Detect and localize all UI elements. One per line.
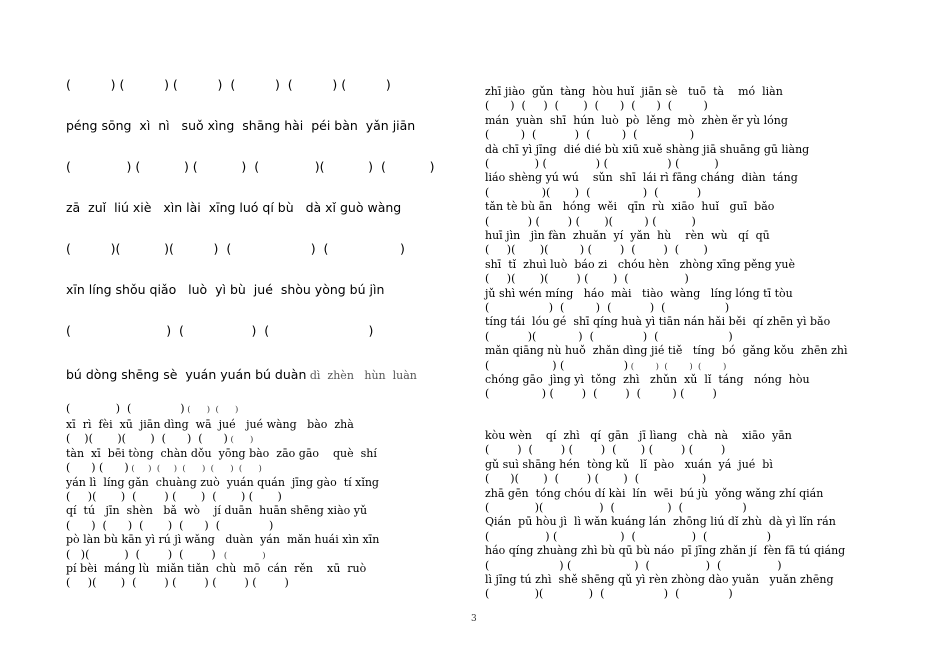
answer-blank-row (66, 519, 273, 533)
answer-blank-row (66, 576, 289, 590)
answer-blank-row (66, 490, 282, 504)
pinyin-text: dà chī yì jīng dié dié bù xiū xuě shàng jiā shuāng gū liàng (485, 142, 810, 156)
pinyin-row (485, 258, 795, 272)
answer-blank-row (66, 324, 373, 338)
blank-brackets-small: ( ) (215, 550, 266, 561)
answer-blank-row (66, 78, 391, 92)
pinyin-text: Qián pū hòu jì lì wǎn kuáng lán zhōng liú dǐ zhù dà yì lǐn rán (485, 515, 836, 529)
pinyin-text: háo qíng zhuàng zhì bù qū bù náo pī jīng zhǎn jí fèn fā tú qiáng (485, 544, 846, 558)
answer-blank-row (485, 530, 771, 544)
pinyin-row (485, 85, 783, 99)
pinyin-row (485, 143, 809, 157)
pinyin-row (66, 201, 401, 215)
answer-blank-row (485, 330, 733, 344)
blank-brackets: ( ) ( ) ( ) ( ) ( ) ( ) (485, 99, 708, 113)
pinyin-text: mǎn qiāng nù huǒ zhǎn dìng jié tiě tíng bó gǎng kǒu zhēn zhì (485, 344, 848, 358)
answer-blank-row (485, 215, 696, 229)
pinyin-text: pò làn bù kān yì rú jì wǎng duàn yán mǎn huái xìn xīn (66, 533, 380, 547)
blank-brackets: ( )( ) ( ) ( ) ( ) ( ) (66, 576, 289, 590)
pinyin-text: xīn líng shǒu qiǎo luò yì bù jué shòu yòng bú jìn (66, 282, 385, 297)
answer-blank-row (485, 443, 725, 457)
blank-brackets: ( )( )( ) ( ) ( ) (66, 432, 228, 446)
answer-blank-row (485, 301, 729, 315)
pinyin-text: jǔ shì wén míng háo mài tiào wàng líng lóng tī tòu (485, 286, 793, 300)
blank-brackets: ( ) ( ) (485, 358, 629, 372)
answer-blank-row (485, 243, 708, 257)
blank-brackets: ( ) ( ) ( ) ( ) ( ) ( ) (485, 443, 726, 457)
pinyin-text: zhā gēn tóng chóu dí kài lín wēi bú jù yǒng wǎng zhí qián (485, 486, 824, 500)
pinyin-row (485, 373, 810, 387)
pinyin-text: zā zuǐ liú xiè xìn lài xīng luó qí bù dà xǐ guò wàng (66, 200, 402, 215)
pinyin-text: tíng tái lóu gé shī qíng huà yì tiān nán hǎi běi qí zhēn yì bǎo (485, 315, 831, 329)
answer-blank-row (66, 432, 253, 447)
pinyin-text: lì jīng tú zhì shě shēng qǔ yì rèn zhòng dào yuǎn yuǎn zhēng (485, 573, 834, 586)
pinyin-text-grey: dì zhèn hùn luàn (306, 369, 417, 382)
pinyin-row (66, 418, 354, 432)
answer-blank-row (485, 99, 708, 113)
pinyin-text: mán yuàn shī hún luò pò lěng mò zhèn ěr yù lóng (485, 113, 788, 127)
answer-blank-row (485, 501, 747, 515)
blank-brackets: ( ) ( ) ( ) ( ) (485, 558, 782, 572)
pinyin-row (485, 487, 823, 501)
blank-brackets-small: ( ) ( ) ( ) ( ) ( ) (128, 464, 262, 475)
pinyin-row (66, 504, 367, 518)
pinyin-row (485, 229, 770, 243)
answer-blank-row (66, 402, 238, 417)
blank-brackets-small: ( ) (227, 435, 254, 446)
pinyin-text: pí bèi máng lù miǎn tiǎn chù mō cán rěn xū ruò (66, 562, 367, 575)
blank-brackets: ( )( )( ) ( ) ( ) (66, 241, 405, 256)
answer-blank-row (485, 359, 726, 374)
pinyin-row (485, 315, 830, 329)
pinyin-row (485, 515, 836, 529)
blank-brackets: ( )( )( ) ( ) ( ) (485, 272, 689, 286)
pinyin-row (485, 114, 788, 128)
pinyin-row (66, 533, 379, 547)
pinyin-text: yán lì líng gǎn chuàng zuò yuán quán jīng gào tí xǐng (66, 475, 379, 489)
answer-blank-row (485, 559, 782, 573)
blank-brackets: ( ) ( ) ( ) ( ) ( ) (485, 387, 717, 401)
answer-blank-row (485, 128, 694, 142)
answer-blank-row (485, 587, 733, 601)
pinyin-text: kòu wèn qí zhì qí gān jī lìanɡ chà nà xiāo yān (485, 429, 792, 442)
pinyin-text: tàn xī bēi tòng chàn dǒu yōng bào zāo gāo què shí (66, 446, 377, 460)
pinyin-text: liáo shèng yú wú sǔn shī lái rì fāng cháng diàn táng (485, 171, 798, 185)
pinyin-text: chóng gāo jìng yì tǒng zhì zhǔn xǔ lǐ táng nóng hòu (485, 373, 810, 386)
answer-blank-row (66, 242, 405, 256)
blank-brackets: ( )( ) ( ) ( ) (485, 501, 747, 514)
pinyin-row (485, 573, 834, 587)
pinyin-row (485, 458, 773, 472)
blank-brackets: ( )( ) ( ) ( ) (485, 587, 733, 601)
pinyin-text: qí tú jīn shèn bǎ wò jí duān huān shēng xiào yǔ (66, 504, 368, 518)
answer-blank-row (485, 272, 689, 286)
blank-brackets: ( ) ( ) ( ) ( ) ( ) ( ) (66, 77, 391, 92)
pinyin-row (485, 344, 848, 358)
blank-brackets-small: ( ) ( ) ( ) (628, 361, 727, 372)
pinyin-row (66, 447, 377, 461)
answer-blank-row (485, 157, 719, 171)
pinyin-row (66, 283, 384, 297)
blank-brackets: ( )( )( ) ( ) ( ) ( ) (485, 243, 708, 257)
answer-blank-row (485, 186, 701, 200)
blank-brackets: ( ) ( ) (66, 461, 129, 475)
pinyin-row (485, 287, 793, 301)
answer-blank-row (485, 387, 717, 401)
pinyin-text: shī tǐ zhuì luò báo zi chóu hèn zhòng xīng pěng yuè (485, 257, 795, 271)
blank-brackets: ( ) ( ) ( ) ( ) (485, 529, 772, 543)
page-number: 3 (471, 614, 477, 624)
blank-brackets: ( )( ) ( ) ( ) ( ) ( ) (66, 490, 282, 503)
pinyin-row (485, 544, 845, 558)
blank-brackets: ( )( ) ( ) ( ) (485, 185, 702, 199)
pinyin-text: zhī jiào gǔn tàng hòu huǐ jiān sè tuō tà mó liàn (485, 85, 783, 98)
pinyin-text: xī rì fèi xū jiān dìng wā jué jué wàng bào zhà (66, 418, 354, 431)
blank-brackets-small: ( ) ( ) (184, 405, 239, 415)
pinyin-row (66, 562, 366, 576)
answer-blank-row (66, 548, 266, 563)
blank-brackets: ( ) ( ) ( ) (66, 323, 374, 338)
pinyin-text: péng sōng xì nì suǒ xìng shāng hài péi bàn yǎn jiān (66, 118, 416, 133)
pinyin-row (485, 429, 792, 443)
answer-blank-row (66, 461, 262, 476)
pinyin-text: tǎn tè bù ān hóng wěi qīn rù xiāo huǐ guī bǎo (485, 200, 775, 214)
pinyin-row (66, 119, 415, 133)
blank-brackets: ( )( ) ( ) ( ) ( ) (485, 472, 707, 486)
pinyin-text: bú dòng shēng sè yuán yuán bú duàn (66, 367, 307, 382)
pinyin-row (485, 171, 798, 185)
answer-blank-row (66, 160, 434, 174)
pinyin-text: huī jìn jìn fàn zhuǎn yí yǎn hù rèn wù qí qū (485, 229, 770, 242)
blank-brackets: ( ) ( ) ( ) ( ) (485, 301, 730, 314)
blank-brackets: ( ) ( ) ( ) ( )( ) ( ) (66, 159, 435, 174)
pinyin-text: gǔ suì shāng hén tòng kǔ lǐ pào xuán yá jué bì (485, 457, 773, 471)
blank-brackets: ( )( ) ( ) ( ) (66, 547, 216, 561)
pinyin-row (66, 368, 417, 383)
answer-blank-row (485, 472, 706, 486)
pinyin-row (485, 200, 774, 214)
blank-brackets: ( ) ( ) ( ) ( ) (485, 157, 719, 170)
pinyin-row (66, 476, 379, 490)
blank-brackets: ( ) ( ) ( ) ( ) ( ) (66, 518, 274, 532)
blank-brackets: ( ) ( ) ( )( ) ( ) (485, 214, 696, 228)
blank-brackets: ( ) ( ) (66, 402, 185, 415)
blank-brackets: ( )( ) ( ) ( ) (485, 329, 733, 343)
blank-brackets: ( ) ( ) ( ) ( ) (485, 128, 695, 142)
